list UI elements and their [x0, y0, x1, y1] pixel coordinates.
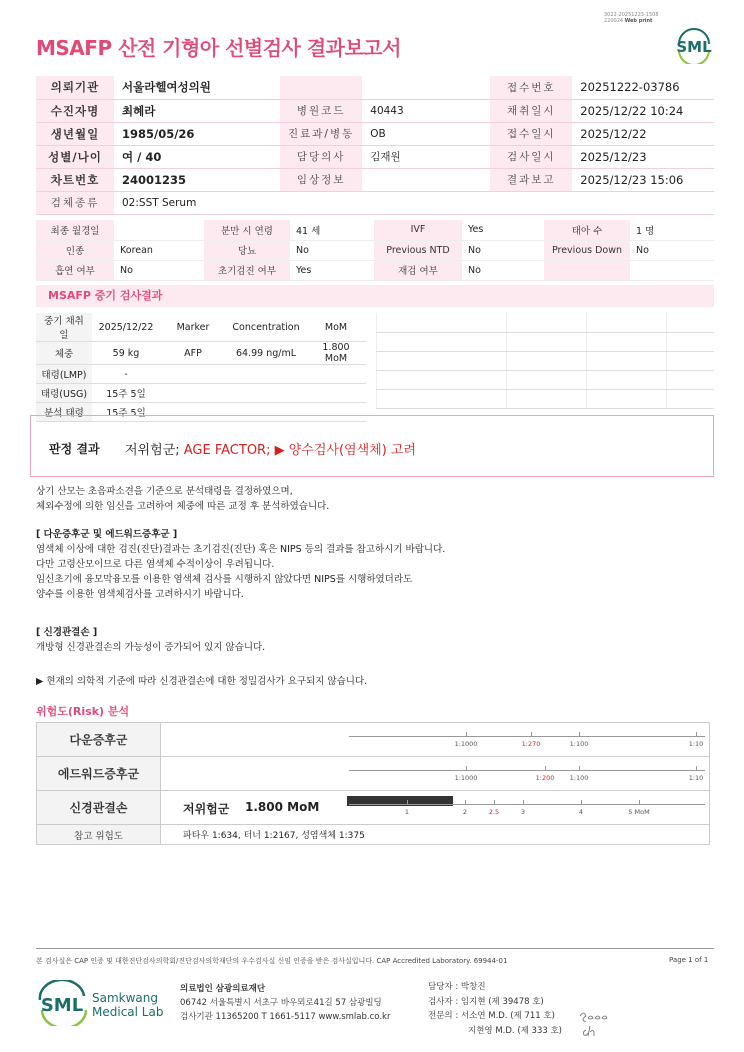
patient-label: 생년월일 — [36, 122, 114, 145]
scale-tick — [545, 766, 546, 771]
ntd-note-title: [ 신경관결손 ] — [36, 627, 98, 638]
footer-logo-main: SML — [40, 995, 84, 1016]
print-code-2: 220024 — [604, 18, 624, 24]
scale-tick-label: 1 — [404, 807, 410, 816]
clinical-value: No — [630, 240, 714, 260]
scale-tick-label: 1:10 — [688, 773, 704, 782]
ntd-line-1: 개방형 신경관결손의 가능성이 증가되어 있지 않습니다. — [36, 642, 266, 653]
patient-value: 2025/12/23 — [572, 145, 714, 168]
results-row — [36, 342, 366, 365]
web-print-label: Web print — [624, 18, 653, 24]
results-row — [36, 384, 366, 403]
patient-row — [36, 99, 714, 122]
results-table-empty — [376, 313, 714, 409]
scale-tick-label: 1:270 — [521, 739, 541, 748]
ntd-mom: 1.800 MoM — [245, 799, 320, 814]
edwards-risk-scale — [161, 760, 709, 788]
clinical-label: 재검 여부 — [374, 260, 462, 280]
patient-row — [36, 76, 714, 99]
clinical-value: Yes — [462, 220, 544, 240]
scale-tick-label: 4 — [578, 807, 584, 816]
down-note-title: [ 다운증후군 및 에드워드증후군 ] — [36, 529, 178, 540]
specimen-row — [36, 191, 714, 214]
verdict-box — [30, 415, 714, 477]
report-title: MSAFP 산전 기형아 선별검사 결과보고서 — [36, 36, 401, 60]
clinical-label: 인종 — [36, 240, 114, 260]
results-cell — [306, 384, 366, 403]
scale-tick-label: 1:100 — [569, 773, 589, 782]
risk-edwards-label: 에드워드증후군 — [37, 757, 161, 791]
down-line-4: 양수를 이용한 염색체검사를 고려하시기 바랍니다. — [36, 589, 244, 600]
ntd-result: 저위험군 — [183, 801, 230, 816]
patient-value: OB — [362, 122, 490, 145]
patient-row — [36, 122, 714, 145]
patient-value: 1985/05/26 — [114, 122, 280, 145]
patient-label: 수진자명 — [36, 99, 114, 122]
clinical-value: No — [462, 260, 544, 280]
scale-tick — [523, 800, 524, 805]
patient-value: 2025/12/22 10:24 — [572, 99, 714, 122]
arrow-note: ▶ 현재의 의학적 기준에 따라 신경관결손에 대한 정밀검사가 요구되지 않습니다. — [36, 676, 368, 687]
org-address: 06742 서울특별시 서초구 바우뫼로41길 57 삼광빌딩 — [180, 998, 382, 1008]
patient-label: 담당의사 — [280, 145, 362, 168]
results-cell: AFP — [160, 342, 226, 365]
results-cell — [226, 365, 306, 384]
risk-table — [36, 722, 710, 845]
risk-ref-value: 파타우 1:634, 터너 1:2167, 성염색체 1:375 — [161, 825, 710, 845]
clinical-label: 초기검진 여부 — [204, 260, 290, 280]
scale-tick — [579, 732, 580, 737]
ntd-note — [36, 625, 265, 655]
footer-logo-line2: Medical Lab — [92, 1005, 164, 1019]
patient-value: 2025/12/23 15:06 — [572, 168, 714, 191]
patient-value: 2025/12/22 — [572, 122, 714, 145]
results-header-row — [36, 313, 366, 342]
patient-value: 20251222-03786 — [572, 76, 714, 99]
results-cell: 태령(USG) — [36, 384, 92, 403]
scale-tick — [466, 732, 467, 737]
clinical-value: No — [462, 240, 544, 260]
patient-label: 접수번호 — [490, 76, 572, 99]
patient-label: 진료과/병동 — [280, 122, 362, 145]
results-header-cell: 2025/12/22 — [92, 313, 160, 342]
scale-tick — [407, 800, 408, 805]
clinical-row — [36, 240, 714, 260]
results-cell — [160, 365, 226, 384]
results-cell: 태령(LMP) — [36, 365, 92, 384]
clinical-label: 흡연 여부 — [36, 260, 114, 280]
scale-tick — [581, 800, 582, 805]
results-cell: 15주 5일 — [92, 403, 160, 422]
clinical-value — [630, 260, 714, 280]
results-row — [36, 365, 366, 384]
verdict-text — [125, 439, 416, 458]
staff-line-2: 검사자 : 임지현 (제 39478 호) — [428, 996, 544, 1007]
clinical-value: Korean — [114, 240, 204, 260]
clinical-value: 1 명 — [630, 220, 714, 240]
scale-tick — [696, 766, 697, 771]
results-cell: - — [92, 365, 160, 384]
down-line-2: 다만 고령산모이므로 다른 염색체 수적이상이 우려됩니다. — [36, 559, 275, 570]
sml-logo-icon — [675, 28, 713, 64]
results-header-cell: Concentration — [226, 313, 306, 342]
scale-tick — [579, 766, 580, 771]
scale-tick-label: 5 MoM — [628, 807, 650, 816]
scale-tick — [494, 800, 495, 805]
clinical-label: 최종 월경일 — [36, 220, 114, 240]
section-title: MSAFP 중기 검사결과 — [36, 285, 714, 307]
clinical-value: No — [290, 240, 374, 260]
patient-label: 성별/나이 — [36, 145, 114, 168]
clinical-label — [544, 260, 630, 280]
patient-value: 여 / 40 — [114, 145, 280, 168]
intro-note — [36, 484, 329, 514]
clinical-label: Previous NTD — [374, 240, 462, 260]
patient-value: 김재원 — [362, 145, 490, 168]
clinical-label: IVF — [374, 220, 462, 240]
print-code-1: 3022-20251223-1508 — [604, 12, 659, 18]
patient-row — [36, 145, 714, 168]
risk-title: 위험도(Risk) 분석 — [36, 705, 130, 718]
results-cell: 59 kg — [92, 342, 160, 365]
scale-line — [349, 770, 705, 771]
risk-ntd-label: 신경관결손 — [37, 791, 161, 825]
footer-divider — [36, 948, 714, 949]
specimen-label: 검체종류 — [36, 191, 114, 214]
results-table — [36, 313, 366, 422]
intro-line-1: 상기 산모는 초음파소견을 기준으로 분석태령을 결정하였으며, — [36, 486, 293, 497]
scale-tick — [531, 732, 532, 737]
scale-line — [349, 736, 705, 737]
patient-value: 서울라헬여성의원 — [114, 76, 280, 99]
org-contact: 검사기관 11365200 T 1661-5117 www.smlab.co.kr — [180, 1012, 391, 1022]
ntd-risk-scale — [161, 794, 709, 822]
patient-label: 의뢰기관 — [36, 76, 114, 99]
results-cell — [226, 384, 306, 403]
clinical-value: No — [114, 260, 204, 280]
org-name: 의료법인 삼광의료재단 — [180, 984, 266, 994]
risk-down-label: 다운증후군 — [37, 723, 161, 757]
clinical-label: Previous Down — [544, 240, 630, 260]
clinical-row — [36, 220, 714, 240]
clinical-label: 당뇨 — [204, 240, 290, 260]
page-number: Page 1 of 1 — [669, 956, 709, 964]
down-risk-scale — [161, 726, 709, 754]
clinical-value: Yes — [290, 260, 374, 280]
down-note — [36, 527, 445, 602]
results-header-cell: 중기 채취일 — [36, 313, 92, 342]
down-line-1: 염색체 이상에 대한 검진(진단)결과는 초기검진(진단) 혹은 NIPS 등의 결과를 참고하시기 바랍니다. — [36, 544, 446, 555]
patient-value: 최혜라 — [114, 99, 280, 122]
scale-tick-label: 2 — [462, 807, 468, 816]
scale-tick-label: 1:200 — [535, 773, 555, 782]
intro-line-2: 체외수정에 의한 임신을 고려하여 체중에 따른 교정 후 분석하였습니다. — [36, 501, 330, 512]
clinical-info-table — [36, 220, 714, 281]
staff-line-4: 지현영 M.D. (제 333 호) — [468, 1025, 563, 1036]
org-info — [180, 982, 390, 1024]
results-cell: 15주 5일 — [92, 384, 160, 403]
results-cell: 64.99 ng/mL — [226, 342, 306, 365]
results-header-cell: Marker — [160, 313, 226, 342]
scale-tick — [465, 800, 466, 805]
patient-label: 검사일시 — [490, 145, 572, 168]
patient-value: 40443 — [362, 99, 490, 122]
patient-label: 임상정보 — [280, 168, 362, 191]
down-line-3: 임신초기에 융모막융모를 이용한 염색체 검사를 시행하지 않았다면 NIPS를 시행하였더라도 — [36, 574, 413, 585]
cert-note: 본 검사실은 CAP 인증 및 대한진단검사의학회/진단검사의학재단의 우수검사실 신임 인증을 받은 검사실입니다. CAP Accredited Laboratory. 69944-01 — [36, 957, 508, 965]
verdict-label: 판정 결과 — [49, 442, 100, 456]
patient-label: 병원코드 — [280, 99, 362, 122]
scale-tick-label: 1:1000 — [454, 773, 478, 782]
verdict-highlight: AGE FACTOR; ▶ 양수검사(염색체) 고려 — [183, 443, 417, 458]
scale-tick — [639, 800, 640, 805]
patient-label — [280, 76, 362, 99]
patient-value — [362, 168, 490, 191]
patient-label: 접수일시 — [490, 122, 572, 145]
results-cell: 분석 태령 — [36, 403, 92, 422]
clinical-row — [36, 260, 714, 280]
scale-tick-label: 1:10 — [688, 739, 704, 748]
signature-icon — [578, 1008, 610, 1038]
patient-label: 차트번호 — [36, 168, 114, 191]
scale-tick-label: 3 — [520, 807, 526, 816]
clinical-value: 41 세 — [290, 220, 374, 240]
patient-row — [36, 168, 714, 191]
results-cell — [160, 384, 226, 403]
print-code — [604, 12, 684, 24]
risk-ref-label: 참고 위험도 — [37, 825, 161, 845]
staff-info — [428, 980, 562, 1038]
patient-value: 24001235 — [114, 168, 280, 191]
results-cell: 체중 — [36, 342, 92, 365]
clinical-label: 분만 시 연령 — [204, 220, 290, 240]
patient-value — [362, 76, 490, 99]
patient-label: 결과보고 — [490, 168, 572, 191]
results-cell: 1.800 MoM — [306, 342, 366, 365]
scale-tick-label: 1:100 — [569, 739, 589, 748]
patient-label: 채취일시 — [490, 99, 572, 122]
specimen-value: 02:SST Serum — [114, 191, 714, 214]
scale-tick — [696, 732, 697, 737]
sml-logo-text: SML — [676, 38, 712, 56]
samkwang-logo-icon — [36, 980, 166, 1026]
scale-tick — [466, 766, 467, 771]
staff-line-3: 전문의 : 서소연 M.D. (제 711 호) — [428, 1011, 555, 1021]
staff-line-1: 담당자 : 박창진 — [428, 982, 486, 992]
scale-tick-label: 1:1000 — [454, 739, 478, 748]
footer-logo-line1: Samkwang — [92, 991, 158, 1005]
clinical-value — [114, 220, 204, 240]
scale-tick-label: 2.5 — [488, 807, 500, 816]
patient-info-table — [36, 76, 714, 215]
results-cell — [306, 365, 366, 384]
clinical-label: 태아 수 — [544, 220, 630, 240]
scale-line — [349, 804, 705, 805]
results-header-cell: MoM — [306, 313, 366, 342]
verdict-prefix: 저위험군; — [125, 443, 180, 458]
